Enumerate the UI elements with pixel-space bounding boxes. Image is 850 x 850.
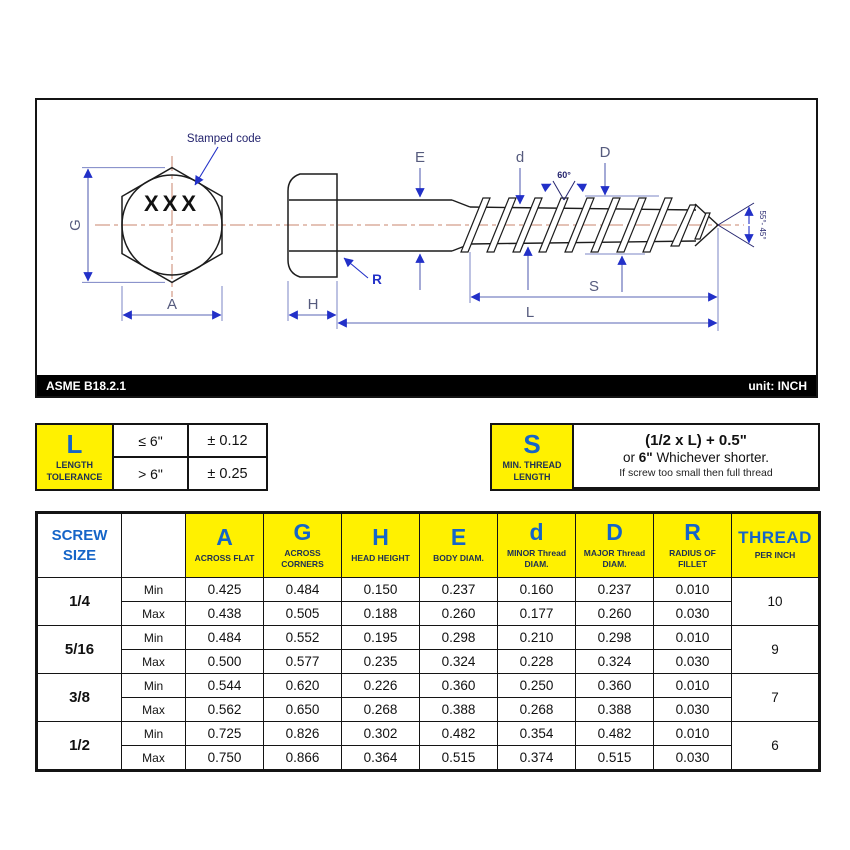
dim-label-h: H <box>307 296 319 313</box>
table-row <box>37 650 820 674</box>
length-value-1: ± 0.12 <box>189 425 266 456</box>
screw-size-cell: 1/4 <box>37 578 122 626</box>
dim-label-s: S <box>588 278 600 295</box>
value-cell: 0.650 <box>264 698 342 722</box>
thread-caption: PER INCH <box>754 550 796 561</box>
value-cell: 0.210 <box>498 626 576 650</box>
length-value-2: ± 0.25 <box>189 458 266 489</box>
thread-length-symbol: S <box>523 429 541 460</box>
value-cell: 0.388 <box>420 698 498 722</box>
value-cell: 0.324 <box>420 650 498 674</box>
value-cell: 0.268 <box>498 698 576 722</box>
thread-length-formula: (1/2 x L) + 0.5" <box>645 432 747 449</box>
column-header-H <box>342 513 420 578</box>
thread-symbol: THREAD <box>738 528 812 548</box>
value-cell: 0.388 <box>576 698 654 722</box>
thread-length-rule <box>574 425 818 487</box>
point-angle-label: 55°- 45° <box>758 210 767 240</box>
column-header-d <box>498 513 576 578</box>
value-cell: 0.482 <box>576 722 654 746</box>
value-cell: 0.577 <box>264 650 342 674</box>
dim-label-d-major: D <box>599 144 611 161</box>
value-cell: 0.260 <box>420 602 498 626</box>
minmax-header-blank <box>122 513 186 578</box>
min-label-cell: Min <box>122 578 186 602</box>
unit-label: unit: INCH <box>748 378 807 393</box>
stamped-code-leader <box>195 147 218 185</box>
value-cell: 0.010 <box>654 674 732 698</box>
column-symbol: D <box>606 518 623 545</box>
length-condition-1: ≤ 6" <box>114 425 187 456</box>
column-caption: BODY DIAM. <box>433 553 484 564</box>
value-cell: 0.515 <box>420 746 498 771</box>
max-label-cell: Max <box>122 746 186 771</box>
value-cell: 0.484 <box>264 578 342 602</box>
thread-length-box <box>490 423 820 491</box>
value-cell: 0.195 <box>342 626 420 650</box>
column-symbol: H <box>372 524 389 551</box>
column-caption: RADIUS OF FILLET <box>669 547 716 569</box>
column-symbol: A <box>216 524 233 551</box>
standard-label: ASME B18.2.1 <box>46 378 127 393</box>
column-caption: MAJOR Thread DIAM. <box>583 547 646 569</box>
table-row <box>37 722 820 746</box>
value-cell: 0.562 <box>186 698 264 722</box>
lag-screw-drawing <box>37 100 816 375</box>
column-header-G <box>264 513 342 578</box>
value-cell: 0.505 <box>264 602 342 626</box>
stamped-code-mark: XXX <box>143 191 201 216</box>
technical-drawing-panel <box>35 98 818 398</box>
value-cell: 0.260 <box>576 602 654 626</box>
screw-size-header: SCREW SIZE <box>37 513 122 578</box>
thread-length-symbol-cell <box>492 425 572 489</box>
value-cell: 0.228 <box>498 650 576 674</box>
value-cell: 0.544 <box>186 674 264 698</box>
column-caption: HEAD HEIGHT <box>351 553 410 564</box>
thread-length-alternative: or 6" Whichever shorter. <box>623 450 769 465</box>
screw-size-cell: 3/8 <box>37 674 122 722</box>
value-cell: 0.360 <box>576 674 654 698</box>
value-cell: 0.010 <box>654 578 732 602</box>
value-cell: 0.237 <box>420 578 498 602</box>
column-symbol: G <box>293 518 312 545</box>
dimension-table <box>35 511 821 772</box>
column-symbol: d <box>529 518 544 545</box>
column-header-R <box>654 513 732 578</box>
table-row <box>37 698 820 722</box>
dim-label-g: G <box>67 219 84 231</box>
length-condition-2: > 6" <box>114 458 187 489</box>
dim-label-a: A <box>166 296 178 313</box>
length-tolerance-box <box>35 423 268 491</box>
thread-angle-lines <box>553 181 575 200</box>
length-symbol: L <box>66 429 83 460</box>
value-cell: 0.010 <box>654 626 732 650</box>
thread-angle-label: 60° <box>557 170 571 180</box>
column-header-D <box>576 513 654 578</box>
value-cell: 0.374 <box>498 746 576 771</box>
value-cell: 0.302 <box>342 722 420 746</box>
value-cell: 0.425 <box>186 578 264 602</box>
dim-label-e: E <box>414 149 426 166</box>
threads-per-inch-cell: 6 <box>732 722 820 771</box>
value-cell: 0.324 <box>576 650 654 674</box>
value-cell: 0.250 <box>498 674 576 698</box>
table-row <box>37 746 820 771</box>
fillet-leader <box>344 258 368 278</box>
value-cell: 0.268 <box>342 698 420 722</box>
value-cell: 0.725 <box>186 722 264 746</box>
dim-label-l: L <box>525 304 535 321</box>
column-caption: ACROSS FLAT <box>194 553 255 564</box>
value-cell: 0.354 <box>498 722 576 746</box>
value-cell: 0.226 <box>342 674 420 698</box>
value-cell: 0.150 <box>342 578 420 602</box>
value-cell: 0.298 <box>576 626 654 650</box>
threads-per-inch-cell: 7 <box>732 674 820 722</box>
value-cell: 0.030 <box>654 698 732 722</box>
column-header-thread <box>732 513 820 578</box>
value-cell: 0.552 <box>264 626 342 650</box>
column-caption: MINOR Thread DIAM. <box>506 547 567 569</box>
screw-size-cell: 1/2 <box>37 722 122 771</box>
table-row <box>37 626 820 650</box>
max-label-cell: Max <box>122 602 186 626</box>
value-cell: 0.866 <box>264 746 342 771</box>
min-label-cell: Min <box>122 626 186 650</box>
column-header-E <box>420 513 498 578</box>
value-cell: 0.500 <box>186 650 264 674</box>
column-header-A <box>186 513 264 578</box>
thread-length-note: If screw too small then full thread <box>619 466 773 479</box>
value-cell: 0.030 <box>654 746 732 771</box>
table-row <box>37 578 820 602</box>
thread-angle-arrow-left <box>543 184 551 188</box>
stamped-code-label: Stamped code <box>186 133 262 145</box>
max-label-cell: Max <box>122 698 186 722</box>
value-cell: 0.360 <box>420 674 498 698</box>
value-cell: 0.750 <box>186 746 264 771</box>
value-cell: 0.030 <box>654 602 732 626</box>
value-cell: 0.298 <box>420 626 498 650</box>
dim-label-r: R <box>372 272 382 287</box>
column-symbol: E <box>450 524 467 551</box>
screw-size-cell: 5/16 <box>37 626 122 674</box>
min-label-cell: Min <box>122 674 186 698</box>
min-label-cell: Min <box>122 722 186 746</box>
thread-angle-arrow-right <box>577 184 585 188</box>
table-row <box>37 602 820 626</box>
standard-strip <box>37 375 816 396</box>
length-tolerance-symbol-cell <box>37 425 112 489</box>
threads-per-inch-cell: 9 <box>732 626 820 674</box>
max-label-cell: Max <box>122 650 186 674</box>
value-cell: 0.364 <box>342 746 420 771</box>
table-row <box>37 674 820 698</box>
threads-per-inch-cell: 10 <box>732 578 820 626</box>
value-cell: 0.235 <box>342 650 420 674</box>
column-caption: ACROSS CORNERS <box>281 547 324 569</box>
value-cell: 0.160 <box>498 578 576 602</box>
value-cell: 0.188 <box>342 602 420 626</box>
value-cell: 0.620 <box>264 674 342 698</box>
value-cell: 0.177 <box>498 602 576 626</box>
length-caption: LENGTH TOLERANCE <box>46 460 103 482</box>
value-cell: 0.438 <box>186 602 264 626</box>
value-cell: 0.030 <box>654 650 732 674</box>
value-cell: 0.237 <box>576 578 654 602</box>
value-cell: 0.010 <box>654 722 732 746</box>
value-cell: 0.484 <box>186 626 264 650</box>
column-symbol: R <box>684 518 701 545</box>
value-cell: 0.515 <box>576 746 654 771</box>
value-cell: 0.482 <box>420 722 498 746</box>
dim-label-d-minor: d <box>515 149 525 166</box>
value-cell: 0.826 <box>264 722 342 746</box>
thread-length-caption: MIN. THREAD LENGTH <box>502 460 562 482</box>
